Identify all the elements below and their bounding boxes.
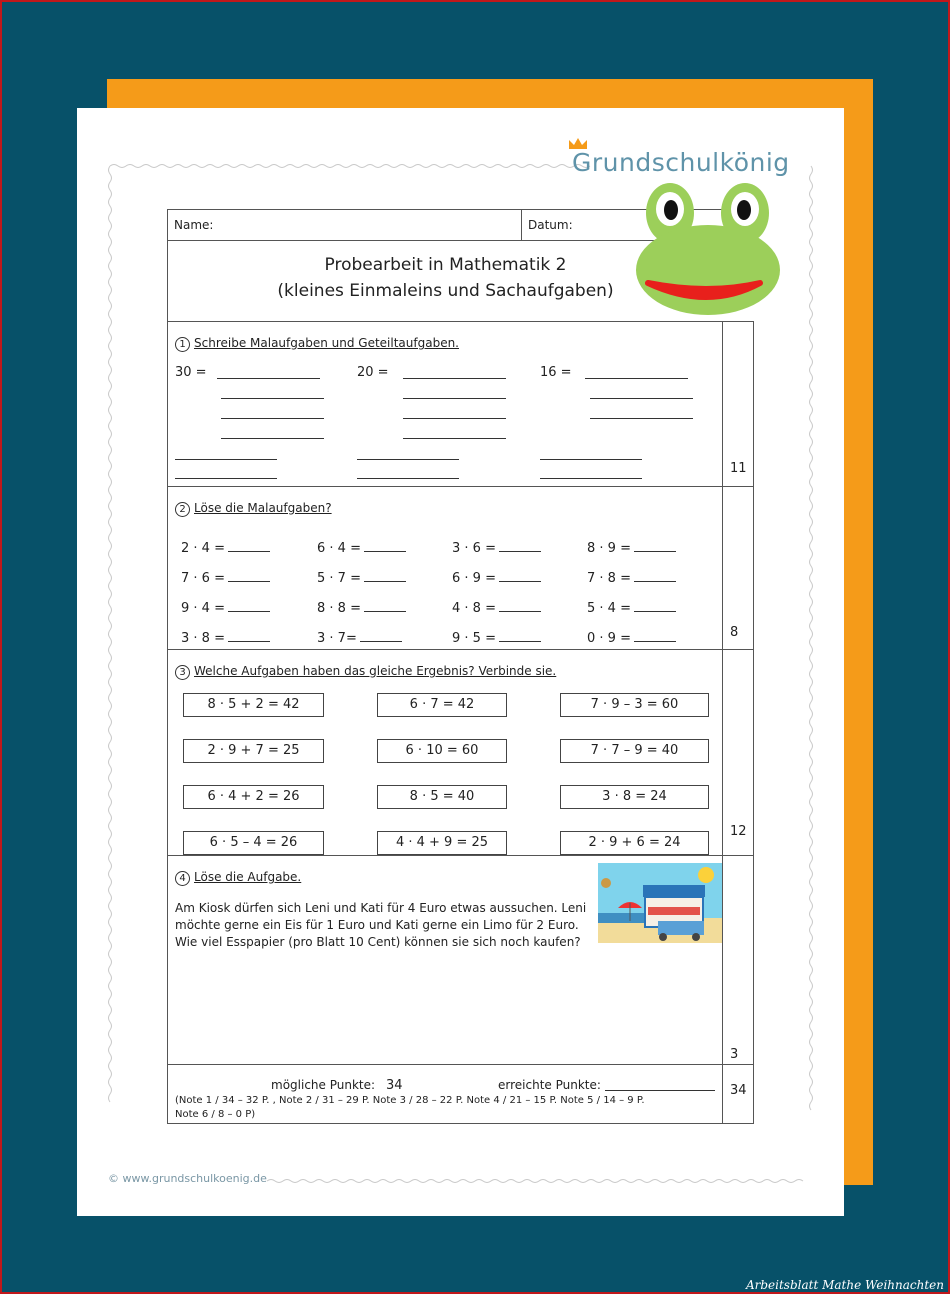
answer-blank[interactable] xyxy=(228,601,270,612)
task-text: 7 · 6 = xyxy=(181,571,225,586)
answer-blank[interactable] xyxy=(228,541,270,552)
target-20: 20 = xyxy=(357,365,389,380)
multiplication-task xyxy=(452,601,541,616)
answer-line[interactable] xyxy=(221,438,324,439)
task-text: 9 · 4 = xyxy=(181,601,225,616)
multiplication-task xyxy=(181,631,270,646)
answer-line[interactable] xyxy=(175,459,277,460)
answer-line[interactable] xyxy=(585,378,688,379)
section4-points: 3 xyxy=(730,1047,739,1062)
table-border xyxy=(167,486,754,487)
table-border xyxy=(722,321,723,1124)
page-subtitle: (kleines Einmaleins und Sachaufgaben) xyxy=(277,281,614,301)
section2-points: 8 xyxy=(730,625,739,640)
multiplication-task xyxy=(452,631,541,646)
brand-logo: Grundschulkönig xyxy=(572,148,790,177)
answer-line[interactable] xyxy=(403,438,506,439)
answer-line[interactable] xyxy=(403,418,506,419)
multiplication-task xyxy=(587,571,676,586)
total-points: 34 xyxy=(730,1083,747,1098)
table-border xyxy=(167,649,754,650)
answer-line[interactable] xyxy=(221,418,324,419)
answer-blank[interactable] xyxy=(499,601,541,612)
task-text: 7 · 8 = xyxy=(587,571,631,586)
section2-heading: 2 Löse die Malaufgaben? xyxy=(175,501,332,517)
match-box[interactable]: 3 · 8 = 24 xyxy=(560,785,709,809)
word-problem-line: möchte gerne ein Eis für 1 Euro und Kati gerne ein Limo für 2 Euro. xyxy=(175,918,579,932)
multiplication-task xyxy=(317,601,406,616)
task-text: 8 · 9 = xyxy=(587,541,631,556)
table-border xyxy=(167,855,754,856)
answer-line[interactable] xyxy=(540,478,642,479)
answer-line[interactable] xyxy=(403,378,506,379)
match-box[interactable]: 4 · 4 + 9 = 25 xyxy=(377,831,507,855)
answer-blank[interactable] xyxy=(228,631,270,642)
table-border xyxy=(521,209,522,240)
task-text: 0 · 9 = xyxy=(587,631,631,646)
multiplication-task xyxy=(452,541,541,556)
match-box[interactable]: 7 · 9 – 3 = 60 xyxy=(560,693,709,717)
multiplication-task xyxy=(181,601,270,616)
task-text: 6 · 4 = xyxy=(317,541,361,556)
task-text: 3 · 7= xyxy=(317,631,357,646)
section3-heading: 3 Welche Aufgaben haben das gleiche Ergebnis? Verbinde sie. xyxy=(175,664,556,680)
match-box[interactable]: 2 · 9 + 7 = 25 xyxy=(183,739,324,763)
table-border xyxy=(167,209,168,1124)
answer-blank[interactable] xyxy=(499,631,541,642)
answer-line[interactable] xyxy=(175,478,277,479)
task-text: 2 · 4 = xyxy=(181,541,225,556)
section4-heading: 4 Löse die Aufgabe. xyxy=(175,870,301,886)
possible-points-value: 34 xyxy=(386,1078,403,1093)
multiplication-task xyxy=(317,541,406,556)
website-url: © www.grundschulkoenig.de xyxy=(108,1172,267,1185)
task-text: 6 · 9 = xyxy=(452,571,496,586)
task-text: 9 · 5 = xyxy=(452,631,496,646)
match-box[interactable]: 8 · 5 + 2 = 42 xyxy=(183,693,324,717)
achieved-points-field[interactable] xyxy=(605,1090,715,1091)
section3-points: 12 xyxy=(730,824,747,839)
table-border xyxy=(167,1123,754,1124)
task-text: 8 · 8 = xyxy=(317,601,361,616)
answer-blank[interactable] xyxy=(634,541,676,552)
answer-line[interactable] xyxy=(217,378,320,379)
multiplication-task xyxy=(452,571,541,586)
task-text: 3 · 6 = xyxy=(452,541,496,556)
match-box[interactable]: 7 · 7 – 9 = 40 xyxy=(560,739,709,763)
grading-scale: Note 6 / 8 – 0 P) xyxy=(175,1109,256,1120)
section1-points: 11 xyxy=(730,461,747,476)
target-30: 30 = xyxy=(175,365,207,380)
answer-blank[interactable] xyxy=(364,541,406,552)
multiplication-task xyxy=(587,601,676,616)
possible-points-label: mögliche Punkte: xyxy=(271,1078,376,1092)
frog-mascot-icon xyxy=(630,183,780,323)
answer-blank[interactable] xyxy=(634,571,676,582)
word-problem-line: Am Kiosk dürfen sich Leni und Kati für 4 Euro etwas aussuchen. Leni xyxy=(175,901,587,915)
answer-line[interactable] xyxy=(221,398,324,399)
match-box[interactable]: 2 · 9 + 6 = 24 xyxy=(560,831,709,855)
match-box[interactable]: 6 · 7 = 42 xyxy=(377,693,507,717)
answer-blank[interactable] xyxy=(499,541,541,552)
answer-blank[interactable] xyxy=(360,631,402,642)
answer-blank[interactable] xyxy=(634,631,676,642)
answer-line[interactable] xyxy=(357,478,459,479)
task-text: 4 · 8 = xyxy=(452,601,496,616)
date-label: Datum: xyxy=(528,218,573,232)
page-title: Probearbeit in Mathematik 2 xyxy=(324,255,567,275)
answer-blank[interactable] xyxy=(228,571,270,582)
grading-scale: (Note 1 / 34 – 32 P. , Note 2 / 31 – 29 P. Note 3 / 28 – 22 P. Note 4 / 21 – 15 P. Note 5 / 14 – 9 P. xyxy=(175,1095,645,1106)
multiplication-task xyxy=(181,571,270,586)
match-box[interactable]: 6 · 10 = 60 xyxy=(377,739,507,763)
match-box[interactable]: 6 · 5 – 4 = 26 xyxy=(183,831,324,855)
table-border xyxy=(167,1064,754,1065)
multiplication-task xyxy=(317,571,406,586)
multiplication-task xyxy=(587,631,676,646)
image-caption: Arbeitsblatt Mathe Weihnachten xyxy=(745,1278,944,1292)
multiplication-task xyxy=(181,541,270,556)
name-label: Name: xyxy=(174,218,214,232)
task-text: 5 · 4 = xyxy=(587,601,631,616)
answer-blank[interactable] xyxy=(364,601,406,612)
task-text: 5 · 7 = xyxy=(317,571,361,586)
answer-line[interactable] xyxy=(403,398,506,399)
word-problem-line: Wie viel Esspapier (pro Blatt 10 Cent) können sie sich noch kaufen? xyxy=(175,935,581,949)
answer-blank[interactable] xyxy=(634,601,676,612)
match-box[interactable]: 6 · 4 + 2 = 26 xyxy=(183,785,324,809)
answer-blank[interactable] xyxy=(499,571,541,582)
kiosk-illustration xyxy=(598,863,722,943)
multiplication-task xyxy=(317,631,402,646)
target-16: 16 = xyxy=(540,365,572,380)
answer-blank[interactable] xyxy=(364,571,406,582)
multiplication-task xyxy=(587,541,676,556)
answer-line[interactable] xyxy=(357,459,459,460)
match-box[interactable]: 8 · 5 = 40 xyxy=(377,785,507,809)
answer-line[interactable] xyxy=(590,398,693,399)
answer-line[interactable] xyxy=(540,459,642,460)
section1-heading: 1 Schreibe Malaufgaben und Geteiltaufgaben. xyxy=(175,336,459,352)
answer-line[interactable] xyxy=(590,418,693,419)
table-border xyxy=(753,321,754,1124)
achieved-points-label: erreichte Punkte: xyxy=(498,1078,601,1092)
task-text: 3 · 8 = xyxy=(181,631,225,646)
